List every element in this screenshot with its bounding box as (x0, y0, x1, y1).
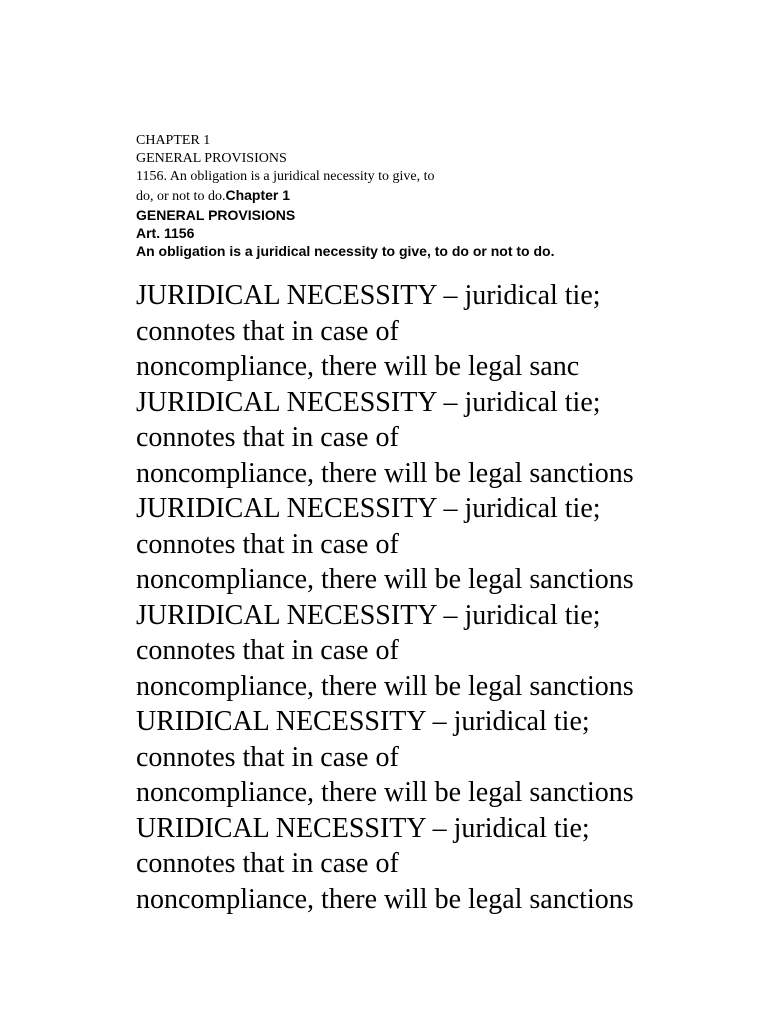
document-page (136, 132, 756, 917)
article-text-serif-line2-text: do, or not to do. (136, 189, 226, 204)
definition-block (136, 385, 756, 492)
definition-line-2: connotes that in case of (136, 848, 399, 879)
definition-line-3: noncompliance, there will be legal sanctions (136, 777, 634, 808)
definition-line-1: JURIDICAL NECESSITY – juridical tie; (136, 386, 601, 418)
provisions-heading-serif: GENERAL PROVISIONS (136, 151, 287, 166)
article-text-serif-line1: 1156. An obligation is a juridical necessity to give, to (136, 169, 435, 184)
definition-line-1: JURIDICAL NECESSITY – juridical tie; (136, 493, 601, 524)
definition-line-3: noncompliance, there will be legal sanc (136, 351, 580, 382)
chapter-heading-serif: CHAPTER 1 (136, 133, 211, 148)
definition-line-1: URIDICAL NECESSITY – juridical tie; (136, 812, 590, 844)
definition-line-2: connotes that in case of (136, 528, 399, 560)
article-text-serif-line2 (136, 186, 756, 206)
definition-blocks (136, 278, 756, 917)
definition-block (136, 491, 756, 598)
article-number: Art. 1156 (136, 225, 195, 241)
definition-block (136, 811, 756, 918)
definition-line-1: JURIDICAL NECESSITY – juridical tie; (136, 280, 601, 311)
article-text-sans: An obligation is a juridical necessity to give, to do or not to do. (136, 243, 555, 259)
provisions-heading-sans: GENERAL PROVISIONS (136, 207, 296, 223)
definition-block (136, 598, 756, 705)
definition-line-2: connotes that in case of (136, 315, 399, 347)
definition-block (136, 278, 756, 385)
definition-line-1: URIDICAL NECESSITY – juridical tie; (136, 706, 590, 737)
definition-line-1: JURIDICAL NECESSITY – juridical tie; (136, 599, 601, 631)
definition-line-2: connotes that in case of (136, 741, 399, 773)
chapter-heading-sans: Chapter 1 (225, 187, 291, 203)
definition-line-3: noncompliance, there will be legal sanctions (136, 457, 634, 489)
definition-block (136, 704, 756, 811)
definition-line-2: connotes that in case of (136, 635, 399, 666)
definition-line-3: noncompliance, there will be legal sanctions (136, 564, 634, 595)
definition-line-2: connotes that in case of (136, 422, 399, 453)
definition-line-3: noncompliance, there will be legal sanctions (136, 883, 634, 915)
definition-line-3: noncompliance, there will be legal sanctions (136, 670, 634, 702)
